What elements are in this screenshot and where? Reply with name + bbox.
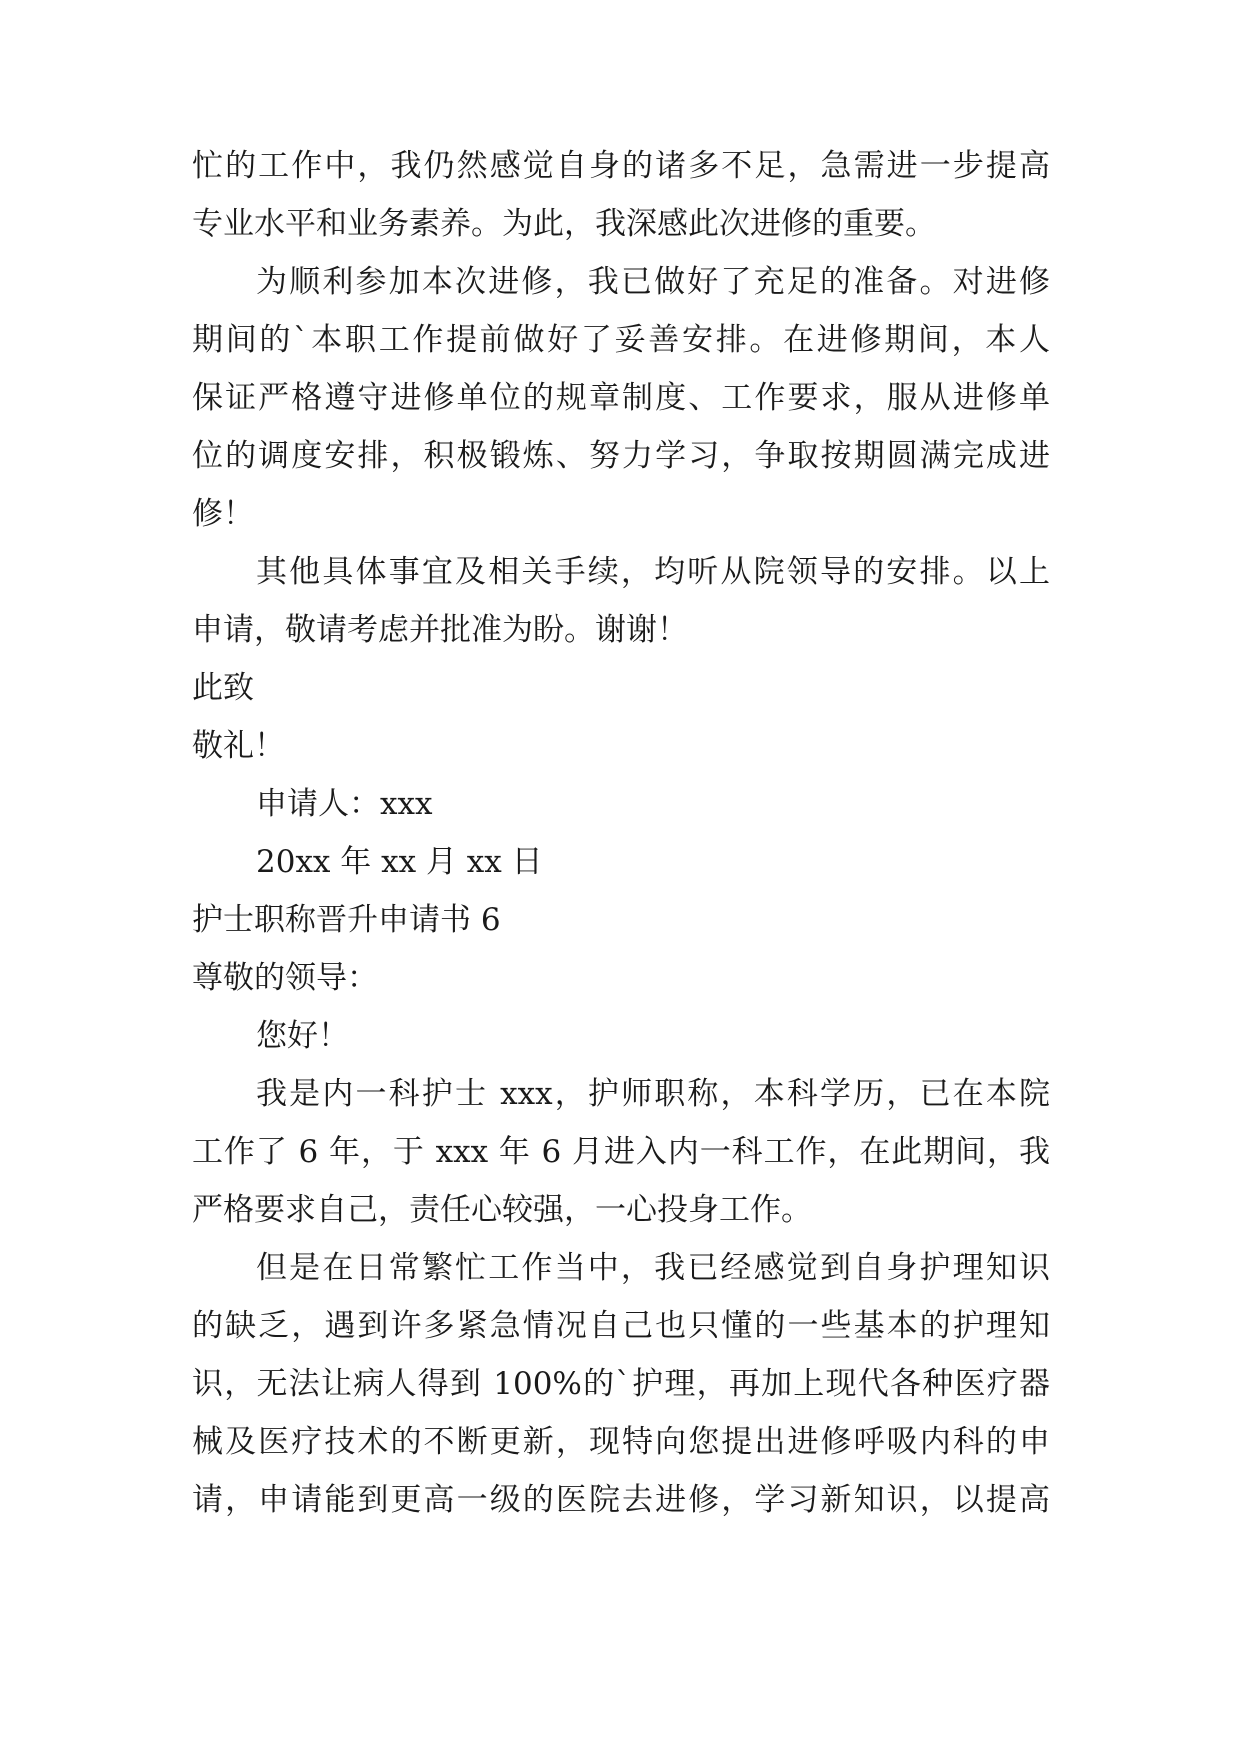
paragraph-line: 为顺利参加本次进修，我已做好了充足的准备。对进修	[256, 264, 1050, 300]
paragraph-line: 专业水平和业务素养。为此，我深感此次进修的重要。	[192, 206, 936, 242]
paragraph-line: 忙的工作中，我仍然感觉自身的诸多不足，急需进一步提高	[192, 148, 1050, 184]
section-title: 护士职称晋升申请书 6	[192, 902, 501, 938]
paragraph-line: 申请，敬请考虑并批准为盼。谢谢！	[192, 612, 688, 648]
paragraph-line: 工作了 6 年，于 xxx 年 6 月进入内一科工作，在此期间，我	[192, 1134, 1050, 1170]
salutation: 尊敬的领导：	[192, 960, 378, 996]
paragraph-line: 识，无法让病人得到 100%的`护理，再加上现代各种医疗器	[192, 1366, 1050, 1402]
paragraph-line: 的缺乏，遇到许多紧急情况自己也只懂的一些基本的护理知	[192, 1308, 1050, 1344]
paragraph-line: 保证严格遵守进修单位的规章制度、工作要求，服从进修单	[192, 380, 1050, 416]
date-line: 20xx 年 xx 月 xx 日	[256, 844, 543, 880]
paragraph-line: 修！	[192, 496, 254, 532]
closing-salute: 敬礼！	[192, 728, 285, 764]
greeting: 您好！	[256, 1018, 349, 1054]
paragraph-line: 期间的`本职工作提前做好了妥善安排。在进修期间，本人	[192, 322, 1050, 358]
paragraph-line: 请，申请能到更高一级的医院去进修，学习新知识，以提高	[192, 1482, 1050, 1518]
paragraph-line: 但是在日常繁忙工作当中，我已经感觉到自身护理知识	[256, 1250, 1050, 1286]
paragraph-line: 其他具体事宜及相关手续，均听从院领导的安排。以上	[256, 554, 1050, 590]
paragraph-line: 我是内一科护士 xxx，护师职称，本科学历，已在本院	[256, 1076, 1050, 1112]
paragraph-line: 严格要求自己，责任心较强，一心投身工作。	[192, 1192, 812, 1228]
paragraph-line: 位的调度安排，积极锻炼、努力学习，争取按期圆满完成进	[192, 438, 1050, 474]
paragraph-line: 械及医疗技术的不断更新，现特向您提出进修呼吸内科的申	[192, 1424, 1050, 1460]
closing-line: 此致	[192, 670, 254, 706]
applicant-signature: 申请人：xxx	[256, 786, 433, 822]
